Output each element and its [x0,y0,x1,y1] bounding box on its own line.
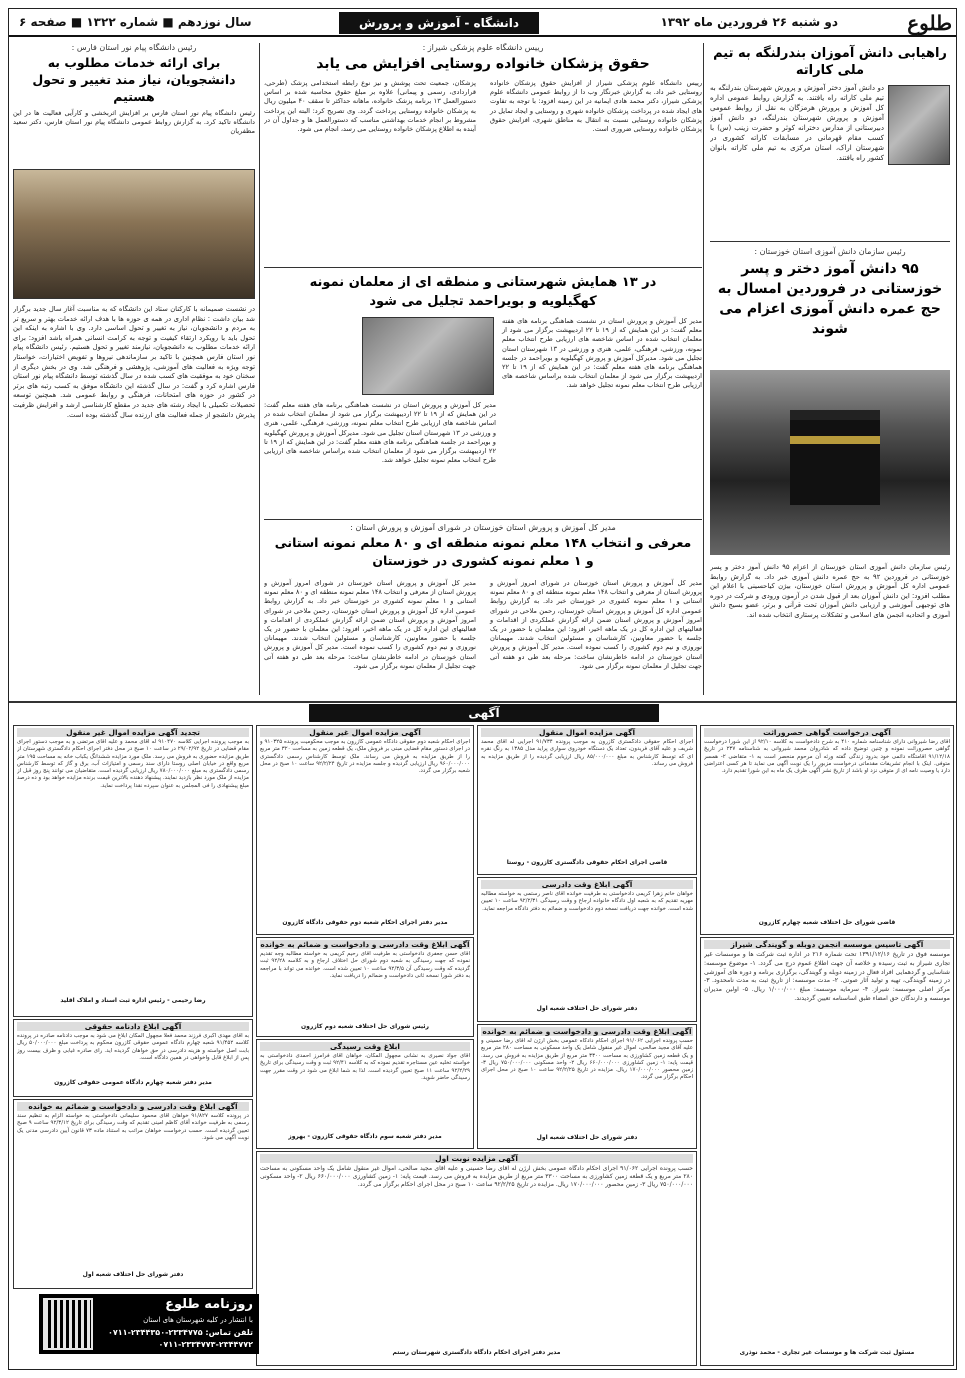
divider [264,519,702,520]
ads-divider [9,701,957,703]
pattern-graphic [43,1298,93,1350]
ad-signature: دفتر شورای حل اختلاف شعبه اول [536,1134,638,1141]
article-headline: ۹۵ دانش آموز دختر و پسر خوزستانی در فروردین امسال به حج عمره دانش آموزی اعزام می شوند [717,261,943,337]
ad-notice [477,877,697,1022]
ad-body: اجرای احکام شعبه دوم حقوقی دادگاه عمومی کازرون به موجب محکومیت پرونده ۹۱۰۳۲۵ و در اجرای دستور مقام قضایی مبنی بر فروش ملک، یک قطعه زمین به مساحت ۳۲۰ متر مربع را از طریق مزایده به فروش می رساند. ملک توسط کارشناس رسمی دادگستری ۹۶۰/۰۰۰/۰۰۰ ریال ارزیابی گردیده و جلسه مزایده در تاریخ ۹۲/۲/۲۴ ساعت ۱۰ صبح در محل شعبه برگزار می گردد. [260,739,470,775]
ads-banner: آگهی [309,704,659,722]
ad-notice [256,937,474,1037]
newspaper-logo: طلوع [907,11,952,35]
ad-signature: دفتر شورای حل اختلاف شعبه اول [536,1005,638,1012]
meeting-photo [13,169,255,299]
student-photo [888,85,950,165]
ad-signature: رئیس شورای حل اختلاف شعبه دوم کازرون [301,1023,429,1030]
kaaba-photo [710,370,950,555]
column-divider [259,43,260,695]
ad-body: آقای حسن جعفری دادخواستی به طرفیت آقای رحیم کریمی به خواسته مطالبه وجه تقدیم نموده که جهت رسیدگی به شعبه دوم شورای حل اختلاف ارجاع و به کلاسه ۹۲/۲۸ ثبت گردیده که وقت رسیدگی آن ۹۲/۳/۵ ساعت ۱۰ تعیین شده است. خوانده می تواند با مراجعه به دفتر شورا نسخه ثانی دادخواست و ضمائم را دریافت نماید. [260,951,470,979]
promo-title: روزنامه طلوع [165,1297,253,1312]
article-headline: معرفی و انتخاب ۱۴۸ معلم نمونه منطقه ای و ۸۰ معلم نمونه استانی و ۱ معلم نمونه کشوری در خوزستان [274,535,692,568]
promo-subtitle: با انتشار در کلیه شهرستان های استان [143,1316,253,1324]
ad-title: آگهی ابلاغ وقت دادرسی [481,880,693,889]
ad-body: آقای رضا شیروانی دارای شناسنامه شماره ۴۱۰ به شرح دادخواست به کلاسه ۹۲/۱۰ از این شورا درخواست گواهی حصروراثت نموده و چنین توضیح داده که شادروان محمد شیروانی به شناسنامه ۲۳۷ در تاریخ ۹۱/۱۲/۱۸ اقامتگاه دائمی خود بدرود زندگی گفته ورثه آن مرحوم منحصر است به ۱- متقاضی ۲- همسر متوفی. اینک با انجام تشریفات مقدماتی درخواست مزبور را یک نوبت آگهی می نماید تا هر کسی اعتراضی دارد یا وصیت نامه ای از متوفی نزد او باشد از تاریخ نشر آگهی ظرف یک ماه به این شورا تقدیم دارد. [704,739,950,775]
issue-number: سال نوزدهم ■ شماره ۱۳۲۲ ■ صفحه ۶ [19,15,252,29]
article-headline: حقوق پزشکان خانواده روستایی افزایش می یابد [316,56,650,72]
ad-title: آگهی ابلاغ وقت دادرسی و دادخواست و ضمائم به خوانده [482,1027,692,1036]
ad-title: تجدید آگهی مزایده اموال غیر منقول [17,728,249,737]
ad-title: آگهی تاسیس موسسه انجمن دوبله و گویندگی شیراز [704,940,950,949]
ad-signature: مدیر دفتر شعبه سوم دادگاه حقوقی کازرون - بهروز [288,1133,442,1140]
ad-signature: دفتر شورای حل اختلاف شعبه اول [82,1271,184,1278]
ad-notice [13,1099,253,1289]
ad-body: به موجب پرونده اجرایی کلاسه ۹۱۰۴۷۰ له آقای محمد و علیه آقای مرتضی و به موجب دستور اجرای مقام قضایی در تاریخ ۲۹/۰۲/۹۲ در ساعت ۱۰ صبح در محل دفتر اجرای احکام دادگستری شهرستان از طریق مزایده حضوری به فروش می رسد. ملک مورد مزایده ششدانگ یکباب خانه به مساحت ۱۹۵ متر مربع واقع در خیابان اصلی روستا دارای سند رسمی و امتیازات آب، برق و گاز که توسط کارشناس رسمی دادگستری به مبلغ ۷۸۰/۰۰۰/۰۰۰ ریال ارزیابی گردیده است. متقاضیان می توانند پنج روز قبل از مزایده از ملک مورد نظر بازدید نمایند. پیشنهاد دهنده بالاترین قیمت برنده مزایده خواهد بود و ده درصد مبلغ پیشنهادی را فی المجلس به عنوان سپرده نقدا پرداخت نماید. [17,739,249,789]
article-body-right: رییس دانشگاه علوم پزشکی شیراز از افزایش حقوق پزشکان خانواده روستایی خبر داد. به گزارش خبرنگار وب دا از روابط عمومی دانشگاه علوم پزشکی شیراز، دکتر محمد هادی ایمانیه در این زمینه افزود: با توجه به تفاوت های ایجاد شده در پرداخت پزشکان خانواده شهری و روستایی و ایجاد تمایل در پزشکان خانواده روستایی نسبت به انتقال به مناطق شهری، افزایش حقوق پزشکان خانواده روستایی ضروری است. [490,79,702,134]
ad-title: آگهی مزایده اموال منقول [481,728,693,737]
ad-body: حسب پرونده اجرایی ۹۱/۰۶۲ اجرای احکام دادگاه عمومی بخش ارژن له آقای رضا حسینی و علیه آقای مجید صالحی، اموال غیر منقول شامل یک واحد مسکونی به مساحت ۲۸۰ متر مربع و یک قطعه زمین کشاورزی به مساحت ۳۳۰۰ متر مربع از طریق مزایده به فروش می رسد. قیمت پایه: ۱- زمین کشاورزی ۶۶۰/۰۰۰/۰۰۰ ریال ۲- واحد مسکونی ۷۵۰/۰۰۰/۰۰۰ ریال ۳- زمین محصور ۱۷۰/۰۰۰/۰۰۰ ریال. مزایده در تاریخ ۹۲/۲/۲۵ ساعت ۱۰ صبح در محل اجرای احکام برگزار می گردد. [481,1038,693,1081]
article-kicker: رئیس دانشگاه پیام نور استان فارس : [71,43,197,52]
ad-notice [256,1151,697,1366]
article-lead: رئیس دانشگاه پیام نور استان فارس بر افزایش اثربخشی و کارآیی فعالیت ها در این دانشگاه تاکید کرد. به گزارش روابط عمومی دانشگاه پیام نور استان فارس، دکتر سعید مظفریان [13,109,255,136]
article-body: در نشست صمیمانه با کارکنان ستاد این دانشگاه که به مناسبت آغاز سال جدید برگزار شد بیان داشت : نظام اداری در همه ی حوزه ها با هدف ارائه خدمات بهتر و سریع تر به مردم و دانشجویان، نیاز به تغییر و تحول اساسی دارد. وی با اشاره به اینکه این تحول باید با رویکرد ارتقاء کیفیت و توجه به کرامت انسانی همراه باشد افزود: برای ارائه خدمات مطلوب به دانشجویان، نیازمند تغییر و تحول هستیم. رئیس دانشگاه پیام نور استان فارس همچنین با تاکید بر سازماندهی نیروها و تفویض اختیارات، خواستار توجه ویژه به فعالیت های آموزشی، پژوهشی و فرهنگی شد. وی در بخش دیگری از سخنان خود به موفقیت های کسب شده در سال گذشته توسط دانشگاه پیام نور استان فارس اشاره کرد و گفت: در سال گذشته این دانشگاه موفق به کسب رتبه های برتر در کشور در حوزه های امتحانات، فرهنگی و روابط عمومی شد. همچنین توسعه تحصیلات تکمیلی با ایجاد رشته های جدید در مقطع کارشناسی ارشد و افزایش ظرفیت پذیرش دانشجو از جمله فعالیت های ارزنده سال گذشته بوده است. [13,305,255,419]
ad-notice [477,1024,697,1149]
ad-notice [256,725,474,935]
article-body-left: پزشکان، جمعیت تحت پوشش و نیز نوع رابطه استخدامی پزشک (طرحی، قراردادی، رسمی و پیمانی) علاوه بر مبلغ حقوق محاسبه شده بر اساس دستورالعمل ۱۳ برنامه پزشک خانواده، ماهانه حداکثر تا سقف ۴۰ میلیون ریال به پزشکان خانواده روستایی پرداخت گردد. وی تصریح کرد: البته این پرداخت مشروط بر انجام خدمات بهداشتی مناسب که دستورالعمل ها و جداول آن در آینده به اطلاع پزشکان خانواده روستایی می رسد، انجام می شود. [264,79,476,134]
ad-title: آگهی مزایده اموال غیر منقول [260,728,470,737]
ad-notice [700,725,954,935]
article-body: مدیر کل آموزش و پرورش استان در نشست هماهنگی برنامه های هفته معلم گفت: در این همایش که از ۱۹ تا ۲۲ اردیبهشت برگزار می شود از معلمان انتخاب شده در اساس شاخصه های ارزیابی طرح انتخاب معلم نمونه، ورزشی، فرهنگی، علمی، هنری و ورزشی در ۱۳ شهرستان استان تجلیل می شود. مدیرکل آموزش و پرورش کهگیلویه و بویراحمد در جلسه هماهنگی برنامه های هفته معلم گفت: در این همایش که از ۱۹ تا ۲۲ اردیبهشت برگزار می شود از معلمان انتخاب شده براساس شاخصه های ارزیابی طرح انتخاب معلم نمونه تجلیل خواهد شد. [502,317,702,390]
ad-body: موسسه فوق در تاریخ ۱۳۹۱/۱۲/۱۶ تحت شماره ۲۱۶ در اداره ثبت شرکت ها و موسسات غیر تجاری شیراز به ثبت رسیده و خلاصه آن جهت اطلاع عموم درج می گردد. ۱- موضوع موسسه: شناسایی و گردهمایی افراد فعال در زمینه دوبله و گویندگی، برگزاری برنامه و دوره های آموزشی در زمینه گویندگی، تهیه و تولید آثار صوتی. ۲- مدت موسسه: از تاریخ ثبت به مدت نامحدود. ۳- مرکز اصلی موسسه: شیراز. ۴- سرمایه موسسه: مبلغ ۱/۰۰۰/۰۰۰ ریال. ۵- اولین مدیران موسسه و دارندگان حق امضاء طبق اساسنامه تعیین گردیدند. [704,951,950,1002]
ad-title: آگهی ابلاغ دادنامه حقوقی [17,1022,249,1031]
ad-title: آگهی مزایده نوبت اول [260,1154,693,1163]
ad-notice [477,725,697,875]
ad-signature: مدیر دفتر اجرای احکام دادگاه دادگستری شهرستان رستم [392,1349,561,1356]
article-kicker: مدیر کل آموزش و پرورش استان خوزستان در شورای آموزش و پرورش استان : [350,523,616,532]
newspaper-page [8,8,957,1370]
article-headline: برای ارائه خدمات مطلوب به دانشجویان، نیاز مند تغییر و تحول هستیم [32,55,236,104]
article-teachers [264,271,702,516]
kaaba-band [790,436,880,444]
article-kicker: رییس دانشگاه علوم پزشکی شیراز : [422,43,544,52]
ad-signature: مدیر دفتر اجرای احکام شعبه دوم حقوقی دادگاه کازرون [282,919,448,926]
ad-notice [700,937,954,1366]
article-body-left: مدیر کل آموزش و پرورش استان خوزستان در شورای امروز آموزش و پرورش استان از معرفی و انتخاب ۱۴۸ معلم نمونه منطقه ای و ۸۰ معلم نمونه استانی و ۱ معلم نمونه کشوری در خوزستان خبر داد. به گزارش روابط عمومی اداره کل آموزش و پرورش استان خوزستان، رحمن ملاحی در شورای امروز آموزش و پرورش استان ضمن ارائه گزارش عملکردی از اقدامات و فعالیتهای این اداره کل در یک ماهه اخیر، افزود: این معلمان با حضور در یک جلسه با حضور معاونین، کارشناسان و مسئولین انتخاب شدند. مهیمانان نوروزی و نیم دوم کشوری را کسب نموده است. مدیر کل آموزش و پرورش استان خوزستان در ادامه خاطرنشان ساخت: مرحله بعد طی دو هفته آتی جهت تجلیل از معلمان نمونه برگزار می شود. [264,579,476,670]
issue-date: دو شنبه ۲۶ فروردین ماه ۱۳۹۲ [660,15,838,29]
ad-body: اجرای احکام حقوقی دادگستری کازرون به موجب پرونده ۹۱/۷۳۴ اجرایی له آقای محمد شریف و علیه آقای فریدون، تعداد یک دستگاه خودروی سواری پراید مدل ۱۳۸۵ به رنگ نقره ای که توسط کارشناس به مبلغ ۸۵/۰۰۰/۰۰۰ ریال ارزیابی گردیده را از طریق مزایده به فروش می رساند. [481,739,693,767]
article-headline: راهیابی دانش آموزان بندرلنگه به تیم ملی کاراته [713,46,947,78]
ad-body: حسب پرونده اجرایی ۹۱/۰۶۲ اجرای احکام دادگاه عمومی بخش ارژن له آقای رضا حسینی و علیه آقای مجید صالحی، اموال غیر منقول شامل یک واحد مسکونی به مساحت ۲۸۰ متر مربع و یک قطعه زمین کشاورزی به مساحت ۳۳۰۰ متر مربع از طریق مزایده به فروش می رسد. قیمت پایه: ۱- زمین کشاورزی ۶۶۰/۰۰۰/۰۰۰ ریال ۲- واحد مسکونی ۷۵۰/۰۰۰/۰۰۰ ریال ۳- زمین محصور ۱۷۰/۰۰۰/۰۰۰ ریال. مزایده در تاریخ ۹۲/۲/۲۵ ساعت ۱۰ صبح در محل اجرای احکام برگزار می گردد. [260,1165,693,1189]
ad-signature: رضا رحیمی - رئیس اداره ثبت اسناد و املاک اقلید [60,997,206,1004]
article-kicker: رئیس سازمان دانش آموزی استان خوزستان : [754,247,906,256]
newspaper-ad-promo [39,1294,259,1354]
article-khuzestan [264,523,702,695]
ad-body: در پرونده کلاسه ۹۱/۸۲۷ خواهان آقای محمود سلیمانی دادخواستی به خواسته الزام به تنظیم سند رسمی به طرفیت خوانده آقای کاظم امینی تقدیم که وقت رسیدگی برای تاریخ ۹۲/۳/۱۲ ساعت ۹ صبح تعیین گردیده است. حسب درخواست خواهان مراتب به استناد ماده ۷۳ قانون آیین دادرسی مدنی یک نوبت آگهی می شود. [17,1113,249,1141]
article-bandarlengeh [710,43,950,238]
kaaba-shape [790,410,880,505]
ad-notice [256,1039,474,1149]
column-divider [703,43,704,695]
ad-title: آگهی درخواست گواهی حصروراثت [704,728,950,737]
article-shiraz [264,43,702,263]
masthead [9,9,957,37]
meeting-photo [362,317,494,395]
ad-body: خواهان خانم زهرا کریمی دادخواستی به طرفیت خوانده آقای ناصر رستمی به خواسته مطالبه مهریه تقدیم که به شعبه اول دادگاه خانواده ارجاع و وقت رسیدگی ۹۲/۲/۳۱ ساعت ۱۰ تعیین شده است. خوانده جهت دریافت نسخه دوم دادخواست و ضمائم به دفتر دادگاه مراجعه نماید. [481,891,693,912]
section-title: دانشگاه - آموزش و پرورش [339,12,539,34]
article-body: دو دانش آموز دختر آموزش و پرورش شهرستان بندرلنگه به تیم ملی کاراته راه یافتند. به گزارش روابط عمومی اداره کل آموزش و پرورش هرمزگان به نقل از روابط عمومی آموزش و پرورش شهرستان بندرلنگه، دو دانش آموز دبیرستانی از مدارس دخترانه کوثر و حضرت زینب (س) با کسب مقام قهرمانی در مسابقات کاراته کشوری در شهرستان اراک، استان مرکزی به تیم ملی کاراته بانوان کشور راه یافتند. [710,84,884,162]
article-headline: در ۱۳ همایش شهرستانی و منطقه ای از معلمان نمونه کهگیلویه و بویراحمد تجلیل می شود [309,275,657,309]
divider [264,267,702,268]
ad-notice [13,1019,253,1097]
article-payamnoor [13,43,255,695]
promo-phone-2: ۰۷۱۱-۲۳۳۴۷۷۳-۲۳۴۴۷۷۲ [158,1340,253,1349]
article-hajj [710,245,950,695]
divider [710,241,950,242]
ad-notice [13,725,253,1017]
ad-signature: مدیر دفتر شعبه چهارم دادگاه عمومی حقوقی کازرون [54,1079,212,1086]
ad-title: آگهی ابلاغ وقت دادرسی و دادخواست و ضمائم به خوانده [17,1102,249,1111]
ad-signature: قاضی شورای حل اختلاف شعبه چهارم کازرون [758,919,896,926]
ad-body: آقای جواد نصیری به نشانی مجهول المکان، خواهان آقای فرامرز احمدی دادخواستی به خواسته تخلیه عین مستاجره تقدیم نموده که به کلاسه ۹۲/۴۱ ثبت و وقت رسیدگی برای تاریخ ۹۲/۲/۲۹ ساعت ۱۱ صبح تعیین گردیده است. لذا به شما ابلاغ می شود در وقت مقرر جهت رسیدگی حاضر شوید. [260,1053,470,1081]
ad-signature: قاضی اجرای احکام حقوقی دادگستری کازرون - روستا [506,859,668,866]
article-body-right: مدیر کل آموزش و پرورش استان خوزستان در شورای امروز آموزش و پرورش استان از معرفی و انتخاب ۱۴۸ معلم نمونه منطقه ای و ۸۰ معلم نمونه استانی و ۱ معلم نمونه کشوری در خوزستان خبر داد. به گزارش روابط عمومی اداره کل آموزش و پرورش استان خوزستان، رحمن ملاحی در شورای امروز آموزش و پرورش استان ضمن ارائه گزارش عملکردی از اقدامات و فعالیتهای این اداره کل در یک ماهه اخیر، افزود: این معلمان با حضور در یک جلسه با حضور معاونین، کارشناسان و مسئولین انتخاب شدند. مهیمانان نوروزی و نیم دوم کشوری را کسب نموده است. مدیر کل آموزش و پرورش استان خوزستان در ادامه خاطرنشان ساخت: مرحله بعد طی دو هفته آتی جهت تجلیل از معلمان نمونه برگزار می شود. [490,579,702,670]
article-body-continued: مدیر کل آموزش و پرورش استان در نشست هماهنگی برنامه های هفته معلم گفت: در این همایش که از ۱۹ تا ۲۲ اردیبهشت برگزار می شود از معلمان انتخاب شده در اساس شاخصه های ارزیابی طرح انتخاب معلم نمونه، ورزشی، فرهنگی، علمی، هنری و ورزشی در ۱۳ شهرستان استان تجلیل می شود. مدیرکل آموزش و پرورش کهگیلویه و بویراحمد در جلسه هماهنگی برنامه های هفته معلم گفت: در این همایش که از ۱۹ تا ۲۲ اردیبهشت برگزار می شود از معلمان انتخاب شده براساس شاخصه های ارزیابی طرح انتخاب معلم نمونه تجلیل خواهد شد. [264,401,497,465]
article-body: رئیس سازمان دانش آموزی استان خوزستان از اعزام ۹۵ دانش آموز دختر و پسر خوزستانی در فروردین ۹۲ به حج عمره دانش آموزی خبر داد. به گزارش روابط عمومی اداره کل آموزش و پرورش استان خوزستان، بیژن کیاحسینی با اعلام این مطلب افزود: این دانش آموزان بعد از قبول شدن در آزمون ورودی و شرکت در دوره های توجیهی آموزشی و ارزیابی دانش آموزان تحت قرآنی و برتر، عضو بسیج دانش آموزی و اتحادیه انجمن های اسلامی و تشکلات پرستاری انتخاب شده اند. [710,563,950,619]
ad-title: ابلاغ وقت رسیدگی [260,1042,470,1051]
ad-title: آگهی ابلاغ وقت دادرسی و دادخواست و ضمائم به خوانده [260,940,470,949]
ad-body: به آقای مهدی اکبری فرزند محمد فعلاً مجهول المکان ابلاغ می شود به موجب دادنامه صادره در پرونده کلاسه ۹۱/۴۵۲ شعبه چهارم دادگاه عمومی حقوقی کازرون محکوم به پرداخت مبلغ ۵۰/۰۰۰/۰۰۰ ریال بابت اصل خواسته و هزینه دادرسی در حق خواهان گردیده اید. رای صادره غیابی و ظرف بیست روز پس از ابلاغ قابل واخواهی در همین دادگاه است. [17,1033,249,1061]
ad-signature: مسئول ثبت شرکت ها و موسسات غیر تجاری - محمد نوذری [739,1349,915,1356]
promo-phone: تلفن تماس: ۲۳۳۴۷۷۵-۲۳۴۴۳۵۰-۰۷۱۱ [108,1328,253,1337]
